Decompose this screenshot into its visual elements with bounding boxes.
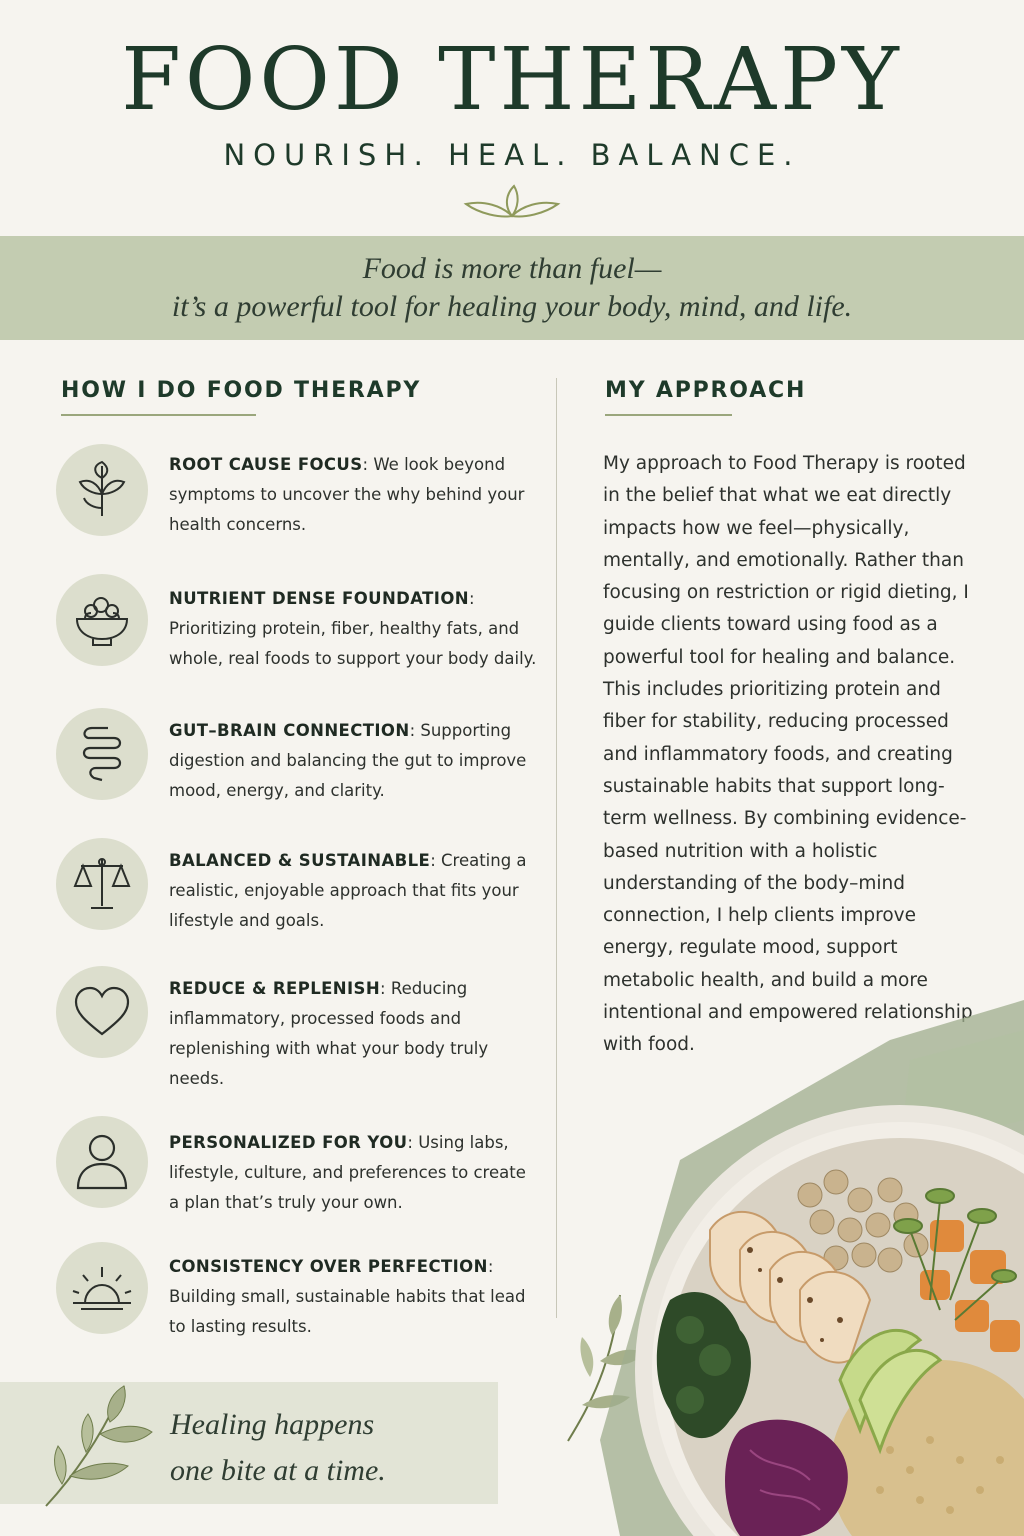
leaf-sprig-icon [462,184,562,220]
icon-circle [56,708,148,800]
food-bowl-image [560,1000,1024,1536]
item-text: NUTRIENT DENSE FOUNDATION: Prioritizing protein, fiber, healthy fats, and whole, real foods to support your body daily. [169,589,537,668]
item-description: We look beyond symptoms to uncover the why behind your health concerns. [169,455,525,534]
closing-quote [170,1402,500,1494]
icon-circle [56,838,148,930]
approach-body: My approach to Food Therapy is rooted in the belief that what we eat directly impacts how we feel—physically, mentally, and emotionally. Rather than focusing on restriction or rigid dieting, I guide clients toward using food as a powerful tool for healing and balance. This includes prioritizing protein and fiber for stability, reducing processed and inflammatory foods, and creating sustainable habits that support long-term wellness. By combining evidence-based nutrition with a holistic understanding of the body–mind connection, I help clients improve energy, regulate mood, support metabolic health, and build a more intentional and empowered relationship with food. [603,453,973,1056]
intestine-icon [74,724,130,784]
salad-bowl-icon [71,589,133,651]
page-subtitle: NOURISH. HEAL. BALANCE. [223,138,801,172]
item-description: Supporting digestion and balancing the gut to improve mood, energy, and clarity. [169,721,527,800]
icon-circle [56,966,148,1058]
icon-circle [56,574,148,666]
tagline-line-1: Food is more than fuel— [362,252,662,285]
item-text: BALANCED & SUSTAINABLE: Creating a realistic, enjoyable approach that fits your lifestyle and goals. [169,851,527,930]
icon-circle [56,1116,148,1208]
item-text: REDUCE & REPLENISH: Reducing inflammatory, processed foods and replenishing with what your body truly needs. [169,979,489,1088]
my-approach-underline [605,414,732,416]
column-divider [556,378,557,1318]
heart-icon [74,986,130,1038]
item-title: ROOT CAUSE FOCUS [169,455,363,474]
item-title: PERSONALIZED FOR YOU [169,1133,408,1152]
item-description: Creating a realistic, enjoyable approach that fits your lifestyle and goals. [169,851,527,930]
item-text: GUT–BRAIN CONNECTION: Supporting digestion and balancing the gut to improve mood, energy, and clarity. [169,721,527,800]
page-title: FOOD THERAPY [121,30,903,130]
how-i-do-heading: HOW I DO FOOD THERAPY [61,378,422,403]
icon-circle [56,1242,148,1334]
item-text: PERSONALIZED FOR YOU: Using labs, lifestyle, culture, and preferences to create a plan that’s truly your own. [169,1133,526,1212]
tagline [0,250,1024,326]
scale-icon [71,854,133,914]
person-icon [74,1132,130,1192]
item-text: ROOT CAUSE FOCUS: We look beyond symptoms to uncover the why behind your health concerns. [169,455,525,534]
plant-icon [72,460,132,520]
item-title: CONSISTENCY OVER PERFECTION [169,1257,488,1276]
sunrise-icon [69,1263,135,1313]
item-description: Using labs, lifestyle, culture, and preferences to create a plan that’s truly your own. [169,1133,526,1212]
icon-circle [56,444,148,536]
how-i-do-underline [61,414,256,416]
item-description: Prioritizing protein, fiber, healthy fats, and whole, real foods to support your body daily. [169,619,537,668]
closing-line-1: Healing happens [170,1408,375,1441]
item-title: GUT–BRAIN CONNECTION [169,721,410,740]
leaf-branch-icon [40,1380,160,1510]
closing-line-2: one bite at a time. [170,1454,386,1487]
item-title: NUTRIENT DENSE FOUNDATION [169,589,469,608]
item-text: CONSISTENCY OVER PERFECTION: Building small, sustainable habits that lead to lasting results. [169,1257,526,1336]
item-title: REDUCE & REPLENISH [169,979,381,998]
my-approach-heading: MY APPROACH [605,378,807,403]
item-description: Reducing inflammatory, processed foods and replenishing with what your body truly needs. [169,979,489,1088]
tagline-line-2: it’s a powerful tool for healing your body, mind, and life. [171,290,853,323]
item-description: Building small, sustainable habits that lead to lasting results. [169,1287,526,1336]
item-title: BALANCED & SUSTAINABLE [169,851,431,870]
